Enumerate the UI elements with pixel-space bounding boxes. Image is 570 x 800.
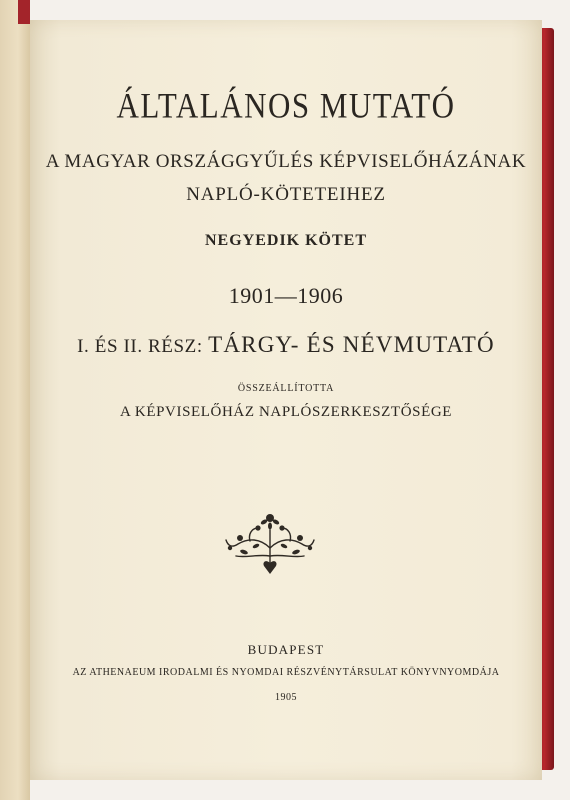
publication-city: BUDAPEST <box>247 642 325 657</box>
publication-year: 1905 <box>275 692 297 703</box>
subtitle-line-2: NAPLÓ-KÖTETEIHEZ <box>186 184 386 205</box>
left-binding-corner <box>18 0 30 24</box>
compiled-by-label: ÖSSZEÁLLÍTOTTA <box>237 383 335 394</box>
left-page-edge <box>0 0 30 800</box>
parts-title: TÁRGY- ÉS NÉVMUTATÓ <box>208 332 495 357</box>
volume-label: NEGYEDIK KÖTET <box>204 232 368 249</box>
parts-heading <box>30 332 542 358</box>
floral-vignette-icon <box>220 508 320 574</box>
year-range: 1901—1906 <box>228 283 344 308</box>
book-title: ÁLTALÁNOS MUTATÓ <box>116 85 456 126</box>
title-page <box>30 20 542 780</box>
printer-name: AZ ATHENAEUM IRODALMI ÉS NYOMDAI RÉSZVÉNYTÁRSULAT KÖNYVNYOMDÁJA <box>72 667 500 678</box>
subtitle-line-1: A MAGYAR ORSZÁGGYŰLÉS KÉPVISELŐHÁZÁNAK <box>45 151 527 172</box>
editors-label: A KÉPVISELŐHÁZ NAPLÓSZERKESZTŐSÉGE <box>119 404 453 420</box>
parts-prefix: I. ÉS II. RÉSZ: <box>77 336 203 357</box>
